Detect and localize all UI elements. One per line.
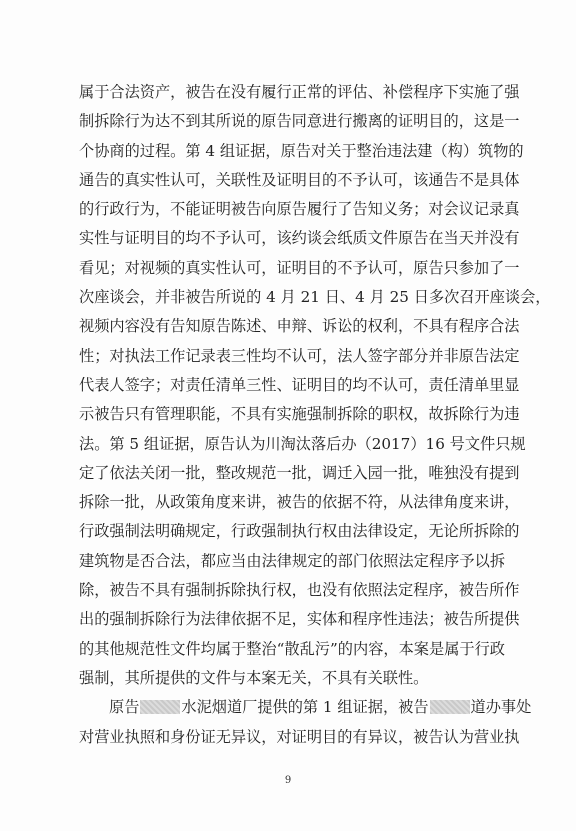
text-line: 法。第 5 组证据，原告认为川淘汰落后办（2017）16 号文件只规 [79,434,526,453]
text-line: 的其他规范性文件均属于整治“散乱污”的内容，本案是属于行政 [79,639,505,658]
text-line: 对营业执照和身份证无异议，对证明目的有异议，被告认为营业执 [79,727,520,746]
text-line: 视频内容没有告知原告陈述、申辩、诉讼的权利，不具有程序合法 [79,317,520,336]
text-line: 次座谈会，并非被告所说的 4 月 21 日、4 月 25 日多次召开座谈会， [79,288,551,307]
text-span: 水泥烟道厂提供的第 1 组证据，被告 [181,698,429,717]
paragraph-start-line [79,693,532,722]
text-line: 除，被告不具有强制拆除执行权，也没有依照法定程序，被告所作 [79,581,520,600]
text-line: 看见；对视频的真实性认可，证明目的不予认可，原告只参加了一 [79,258,520,277]
text-line: 的行政行为，不能证明被告向原告履行了告知义务；对会议记录真 [79,200,520,219]
text-line: 制拆除行为达不到其所说的原告同意进行搬离的证明目的，这是一 [79,112,520,131]
text-line: 出的强制拆除行为法律依据不足，实体和程序性违法；被告所提供 [79,610,520,629]
text-line: 实性与证明目的均不予认可，该约谈会纸质文件原告在当天并没有 [79,229,520,248]
text-line: 强制，其所提供的文件与本案无关，不具有关联性。 [79,668,429,687]
redacted-name [140,700,180,714]
text-line: 定了依法关闭一批，整改规范一批，调迁入园一批，唯独没有提到 [79,463,520,482]
page-number: 9 [284,775,292,786]
text-line: 通告的真实性认可，关联性及证明目的不予认可，该通告不是具体 [79,170,520,189]
body-text [79,78,551,752]
text-line: 拆除一批，从政策角度来讲，被告的依据不符，从法律角度来讲， [79,493,520,512]
redacted-name [430,700,470,714]
text-line: 行政强制法明确规定，行政强制执行权由法律设定，无论所拆除的 [79,522,520,541]
text-line: 个协商的过程。第 4 组证据，原告对关于整治违法建（构）筑物的 [79,141,524,160]
text-line: 示被告只有管理职能，不具有实施强制拆除的职权，故拆除行为违 [79,405,520,424]
text-line: 属于合法资产，被告在没有履行正常的评估、补偿程序下实施了强 [79,83,520,101]
text-line: 性；对执法工作记录表三性均不认可，法人签字部分并非原告法定 [79,346,520,365]
text-span: 原告 [109,698,140,717]
text-span: 道办事处 [470,698,532,717]
text-line: 代表人签字；对责任清单三性、证明目的均不认可，责任清单里显 [79,375,520,394]
text-line: 建筑物是否合法，都应当由法律规定的部门依照法定程序予以拆 [79,551,505,570]
